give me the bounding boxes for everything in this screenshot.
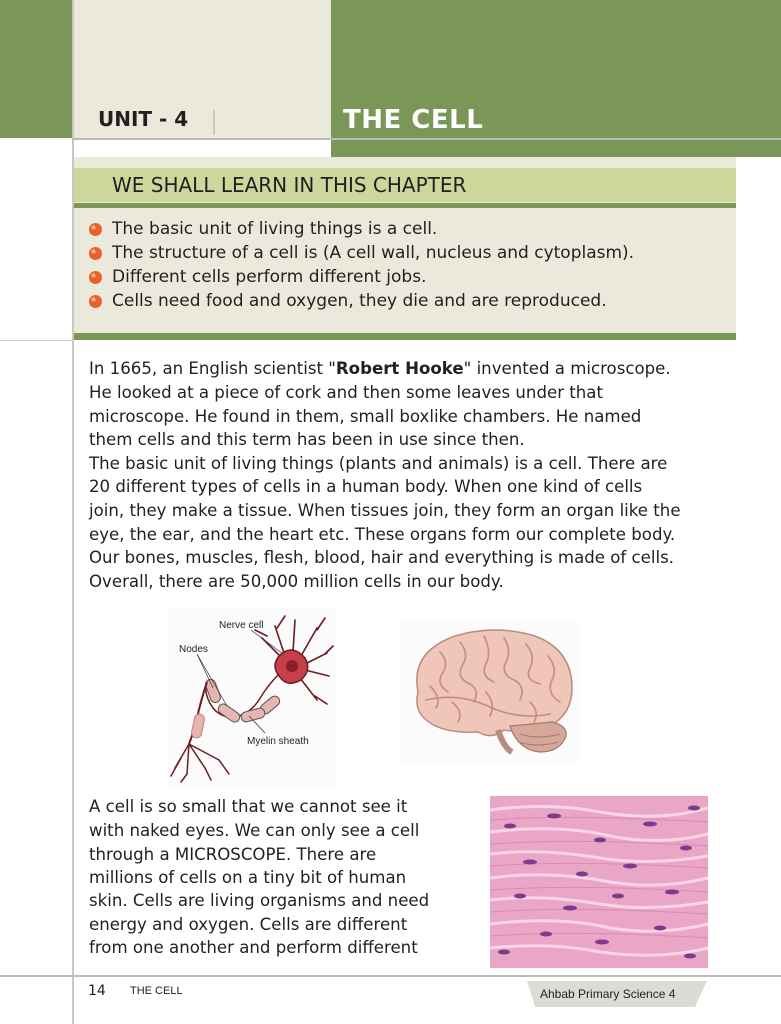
page-number: 14 <box>88 983 106 999</box>
chapter-title: THE CELL <box>343 105 484 135</box>
cell-text-line: with naked eyes. We can only see a cell <box>89 821 420 840</box>
orange-circle-bullet-icon <box>88 246 103 261</box>
nerve-cell-diagram <box>167 608 335 786</box>
footer-book-title: Ahbab Primary Science 4 <box>540 987 676 1001</box>
learning-item: Cells need food and oxygen, they die and are reproduced. <box>112 291 607 311</box>
intro-line <box>89 359 671 378</box>
intro-line: eye, the ear, and the heart etc. These organs form our complete body. <box>89 525 676 544</box>
orange-circle-bullet-icon <box>88 270 103 285</box>
orange-circle-bullet-icon <box>88 294 103 309</box>
intro-line: He looked at a piece of cork and then some leaves under that <box>89 383 603 402</box>
learning-item: The structure of a cell is (A cell wall, nucleus and cytoplasm). <box>112 243 635 263</box>
intro-line: microscope. He found in them, small boxlike chambers. He named <box>89 407 642 426</box>
cell-text-line: A cell is so small that we cannot see it <box>89 797 408 816</box>
muscle-tissue-micrograph <box>490 796 708 968</box>
cell-text-line: through a MICROSCOPE. There are <box>89 845 377 864</box>
margin-guide-line <box>72 0 74 1024</box>
intro-line: Overall, there are 50,000 million cells in our body. <box>89 572 504 591</box>
footer-chapter-name: THE CELL <box>130 985 183 997</box>
header-divider <box>72 138 781 140</box>
intro-line: 20 different types of cells in a human body. When one kind of cells <box>89 477 643 496</box>
orange-circle-bullet-icon <box>88 222 103 237</box>
intro-line: join, they make a tissue. When tissues join, they form an organ like the <box>89 501 681 520</box>
nodes-label: Nodes <box>179 644 208 655</box>
cell-text-line: skin. Cells are living organisms and need <box>89 891 430 910</box>
cell-text-line: millions of cells on a tiny bit of human <box>89 868 407 887</box>
cell-text-line: from one another and perform different <box>89 938 418 957</box>
header-left-band <box>0 0 72 138</box>
unit-separator <box>213 110 215 135</box>
intro-line: The basic unit of living things (plants and animals) is a cell. There are <box>89 454 668 473</box>
learning-item: Different cells perform different jobs. <box>112 267 427 287</box>
myelin-sheath-label: Myelin sheath <box>247 736 309 747</box>
intro-line: Our bones, muscles, flesh, blood, hair and everything is made of cells. <box>89 548 674 567</box>
intro-text: " invented a microscope. <box>463 359 671 378</box>
margin-divider <box>0 340 72 341</box>
unit-label: UNIT - 4 <box>98 107 189 131</box>
learning-heading-underline <box>74 203 736 208</box>
brain-illustration <box>400 622 580 762</box>
intro-line: them cells and this term has been in use since then. <box>89 430 525 449</box>
cell-text-line: energy and oxygen. Cells are different <box>89 915 408 934</box>
learning-item: The basic unit of living things is a cell. <box>112 219 438 239</box>
scientist-name: Robert Hooke <box>335 359 464 378</box>
nerve-cell-label: Nerve cell <box>219 620 264 631</box>
learning-bottom-bar <box>74 333 736 340</box>
intro-text: In 1665, an English scientist " <box>89 359 336 378</box>
footer-divider <box>0 975 781 977</box>
learning-heading: WE SHALL LEARN IN THIS CHAPTER <box>112 173 467 197</box>
